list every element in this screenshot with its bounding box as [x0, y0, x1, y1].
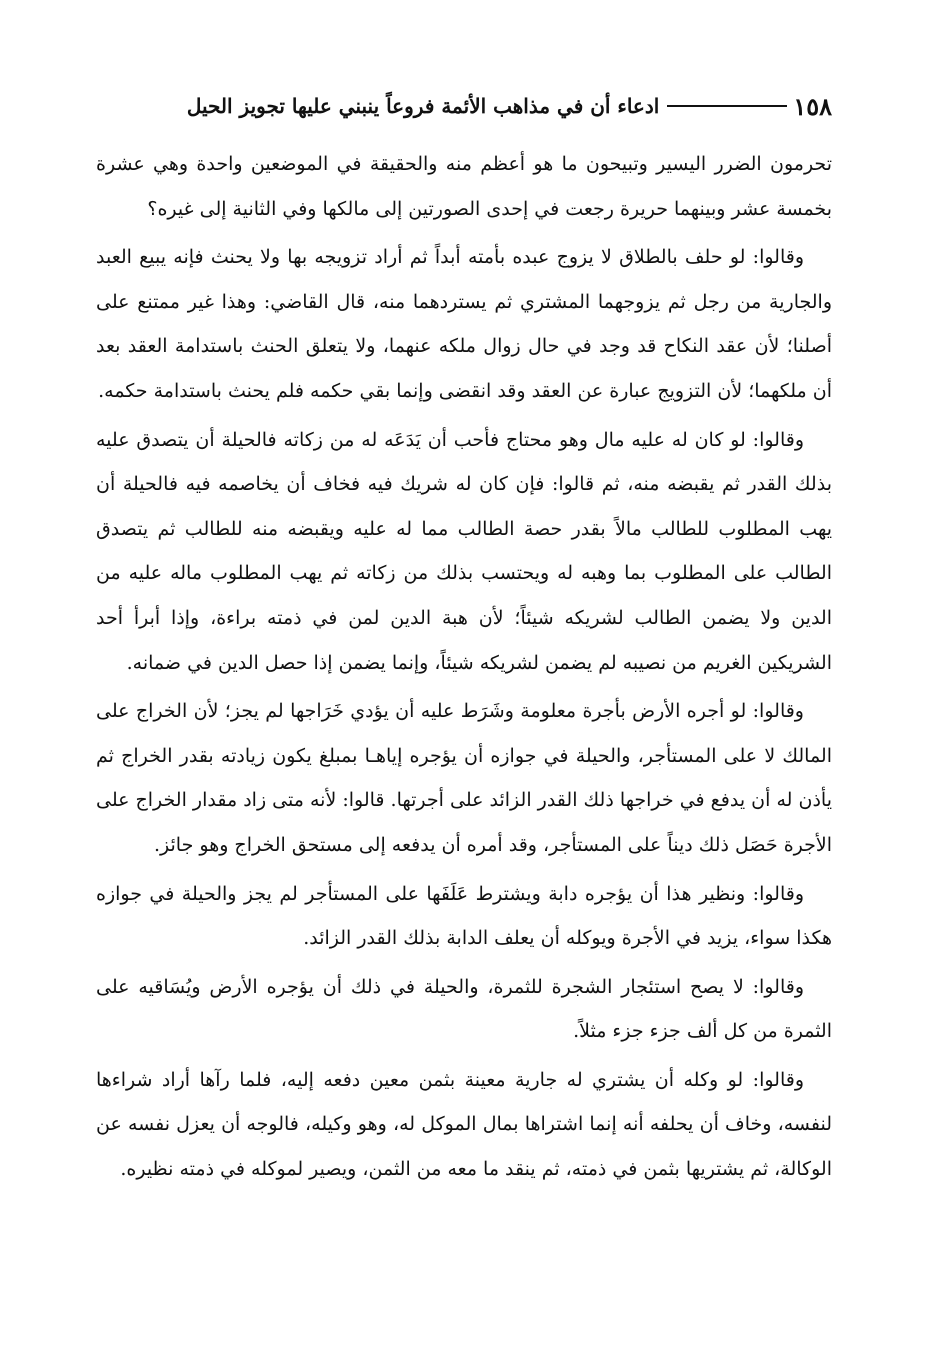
running-title: ادعاء أن في مذاهب الأئمة فروعاً ينبني عليها تجويز الحيل: [186, 94, 660, 118]
page-number: ١٥٨: [793, 91, 832, 121]
body-text: [96, 142, 832, 1192]
paragraph: وقالوا: لو حلف بالطلاق لا يزوج عبده بأمته أبداً ثم أراد تزويجه بها ولا يحنث فإنه يبيع العبد والجارية من رجل ثم يزوجهما المشتري ثم يستردهما منه، قال القاضي: وهذا غير ممتنع على أصلنا؛ لأن عقد النكاح قد وجد في حال زوال ملكه عنهما، ولا يتعلق الحنث باستدامة العقد بعد أن ملكهما؛ لأن التزويج عبارة عن العقد وقد انقضى وإنما بقي حكمه فلم يحنث باستدامة حكمه.: [96, 246, 832, 402]
paragraph: وقالوا: لو وكله أن يشتري له جارية معينة بثمن معين دفعه إليه، فلما رآها أراد شراءها لنفسه، وخاف أن يحلفه أنه إنما اشتراها بمال الموكل له، وهو وكيله، فالوجه أن يعزل نفسه عن الوكالة، ثم يشتريها بثمن في ذمته، ثم ينقد ما معه من الثمن، ويصير لموكله في ذمته نظيره.: [96, 1068, 832, 1181]
running-header: [96, 88, 832, 124]
paragraph: وقالوا: لا يصح استئجار الشجرة للثمرة، والحيلة في ذلك أن يؤجره الأرض ويُسَاقيه على الثمرة من كل ألف جزء جزء مثلاً.: [96, 975, 832, 1043]
paragraph: وقالوا: لو أجره الأرض بأجرة معلومة وشَرَط عليه أن يؤدي خَرَاجها لم يجز؛ لأن الخراج على المالك لا على المستأجر، والحيلة في جوازه أن يؤجره إياهـا بمبلغ يكون زيادته بقدر الخراج ثم يأذن له أن يدفع في خراجها ذلك القدر الزائد على أجرتها. قالوا: لأنه متى زاد مقدار الخراج على الأجرة حَصَل ذلك ديناً على المستأجر، وقد أمره أن يدفعه إلى مستحق الخراج وهو جائز.: [96, 700, 832, 856]
paragraph: وقالوا: لو كان له عليه مال وهو محتاج فأحب أن يَدَعَه له من زكاته فالحيلة أن يتصدق عليه بذلك القدر ثم يقبضه منه، ثم قالوا: فإن كان له شريك فيه فخاف أن يخاصمه فيه فالحيلة أن يهب المطلوب للطالب مالاً بقدر حصة الطالب مما له عليه ويقبضه منه للطالب ثم يتصدق الطالب على المطلوب بما وهبه له ويحتسب بذلك من زكاته ثم يهب المطلوب ماله عليه من الدين ولا يضمن الطالب لشريكه شيئاً؛ لأن هبة الدين لمن في ذمته براءة، وإذا أبرأ أحد الشريكين الغريم من نصيبه لم يضمن لشريكه شيئاً، وإنما يضمن إذا حصل الدين في ضمانه.: [96, 428, 832, 674]
book-page: [96, 88, 832, 1338]
paragraph: تحرمون الضرر اليسير وتبيحون ما هو أعظم منه والحقيقة في الموضعين واحدة وهي عشرة بخمسة عشر وبينهما حريرة رجعت في إحدى الصورتين إلى مالكها وفي الثانية إلى غيره؟: [96, 153, 832, 220]
header-rule: [667, 105, 787, 107]
paragraph: وقالوا: ونظير هذا أن يؤجره دابة ويشترط عَلَفَها على المستأجر لم يجز والحيلة في جوازه هكذا سواء، يزيد في الأجرة ويوكله أن يعلف الدابة بذلك القدر الزائد.: [96, 882, 832, 950]
